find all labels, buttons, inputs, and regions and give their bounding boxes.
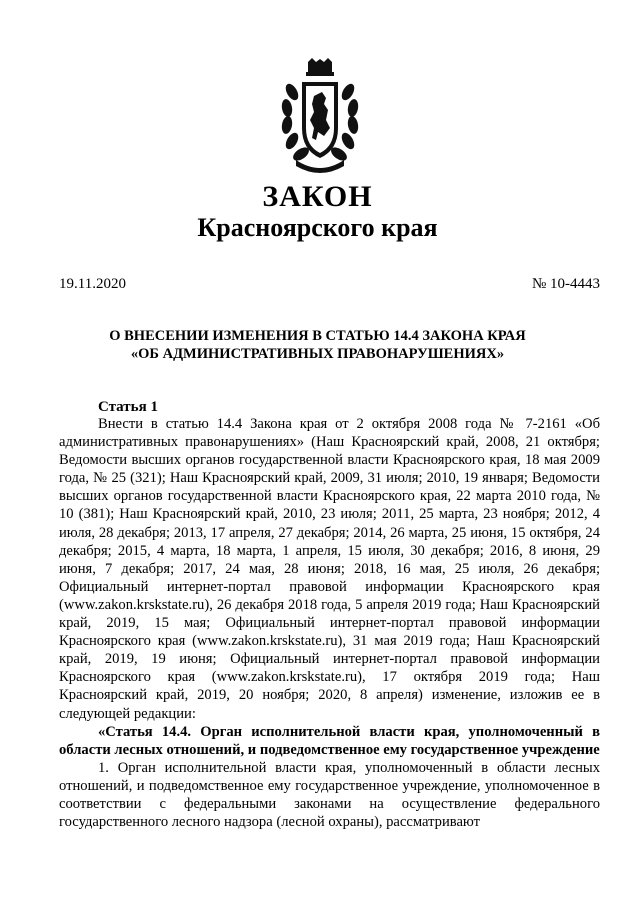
article-label: Статья 1 bbox=[98, 399, 158, 415]
law-title-line-1: О ВНЕСЕНИИ ИЗМЕНЕНИЯ В СТАТЬЮ 14.4 ЗАКОНА КРАЯ bbox=[109, 328, 526, 344]
article-body bbox=[59, 415, 600, 831]
document-subtitle: Красноярского края bbox=[197, 213, 438, 242]
document-date: 19.11.2020 bbox=[59, 276, 126, 292]
krasnoyarsk-coat-of-arms-icon bbox=[278, 58, 362, 180]
document-title: ЗАКОН bbox=[262, 180, 373, 213]
article-item-1: 1. Орган исполнительной власти края, уполномоченный в области лесных отношений, и подведомственное ему государственное учреждение, уполномоченное в соответствии с федеральными законами на осуществление федерального государственного лесного надзора (лесной охраны), рассматривают bbox=[59, 759, 600, 831]
document-number: № 10-4443 bbox=[531, 276, 600, 292]
article-paragraph: Внести в статью 14.4 Закона края от 2 октября 2008 года № 7-2161 «Об административных правонарушениях» (Наш Красноярский край, 2008, 21 октября; Ведомости высших органов государственной власти Красноярского края, 18 мая 2009 года, № 25 (321); Наш Красноярский край, 2009, 31 июля; 2010, 19 января; Ведомости высших органов государственной власти Красноярского края, 22 марта 2010 года, № 10 (381); Наш Красноярский край, 2010, 23 июля; 2011, 25 марта, 23 ноября; 2012, 4 июля, 28 декабря; 2013, 17 апреля, 27 декабря; 2014, 26 марта, 25 июня, 15 октября, 24 декабря; 2015, 4 марта, 18 марта, 1 апреля, 15 июля, 30 декабря; 2016, 8 июня, 29 июня, 7 декабря; 2017, 24 мая, 28 июня; 2018, 16 мая, 25 июля, 26 декабря; Официальный интернет-портал правовой информации Красноярского края (www.zakon.krskstate.ru), 26 декабря 2018 года, 5 апреля 2019 года; Наш Красноярский край, 2019, 15 мая; Официальный интернет-портал правовой информации Красноярского края (www.zakon.krskstate.ru), 31 мая 2019 года; Наш Красноярский край, 2019, 19 июня; Официальный интернет-портал правовой информации Красноярского края (www.zakon.krskstate.ru), 17 октября 2019 года; Наш Красноярский край, 2019, 20 ноября; 2020, 8 апреля) изменение, изложив ее в следующей редакции: bbox=[59, 416, 600, 722]
new-article-title: «Статья 14.4. Орган исполнительной власти края, уполномоченный в области лесных отношений, и подведомственное ему государственное учреждение bbox=[59, 723, 600, 758]
law-title-line-2: «ОБ АДМИНИСТРАТИВНЫХ ПРАВОНАРУШЕНИЯХ» bbox=[130, 346, 505, 362]
